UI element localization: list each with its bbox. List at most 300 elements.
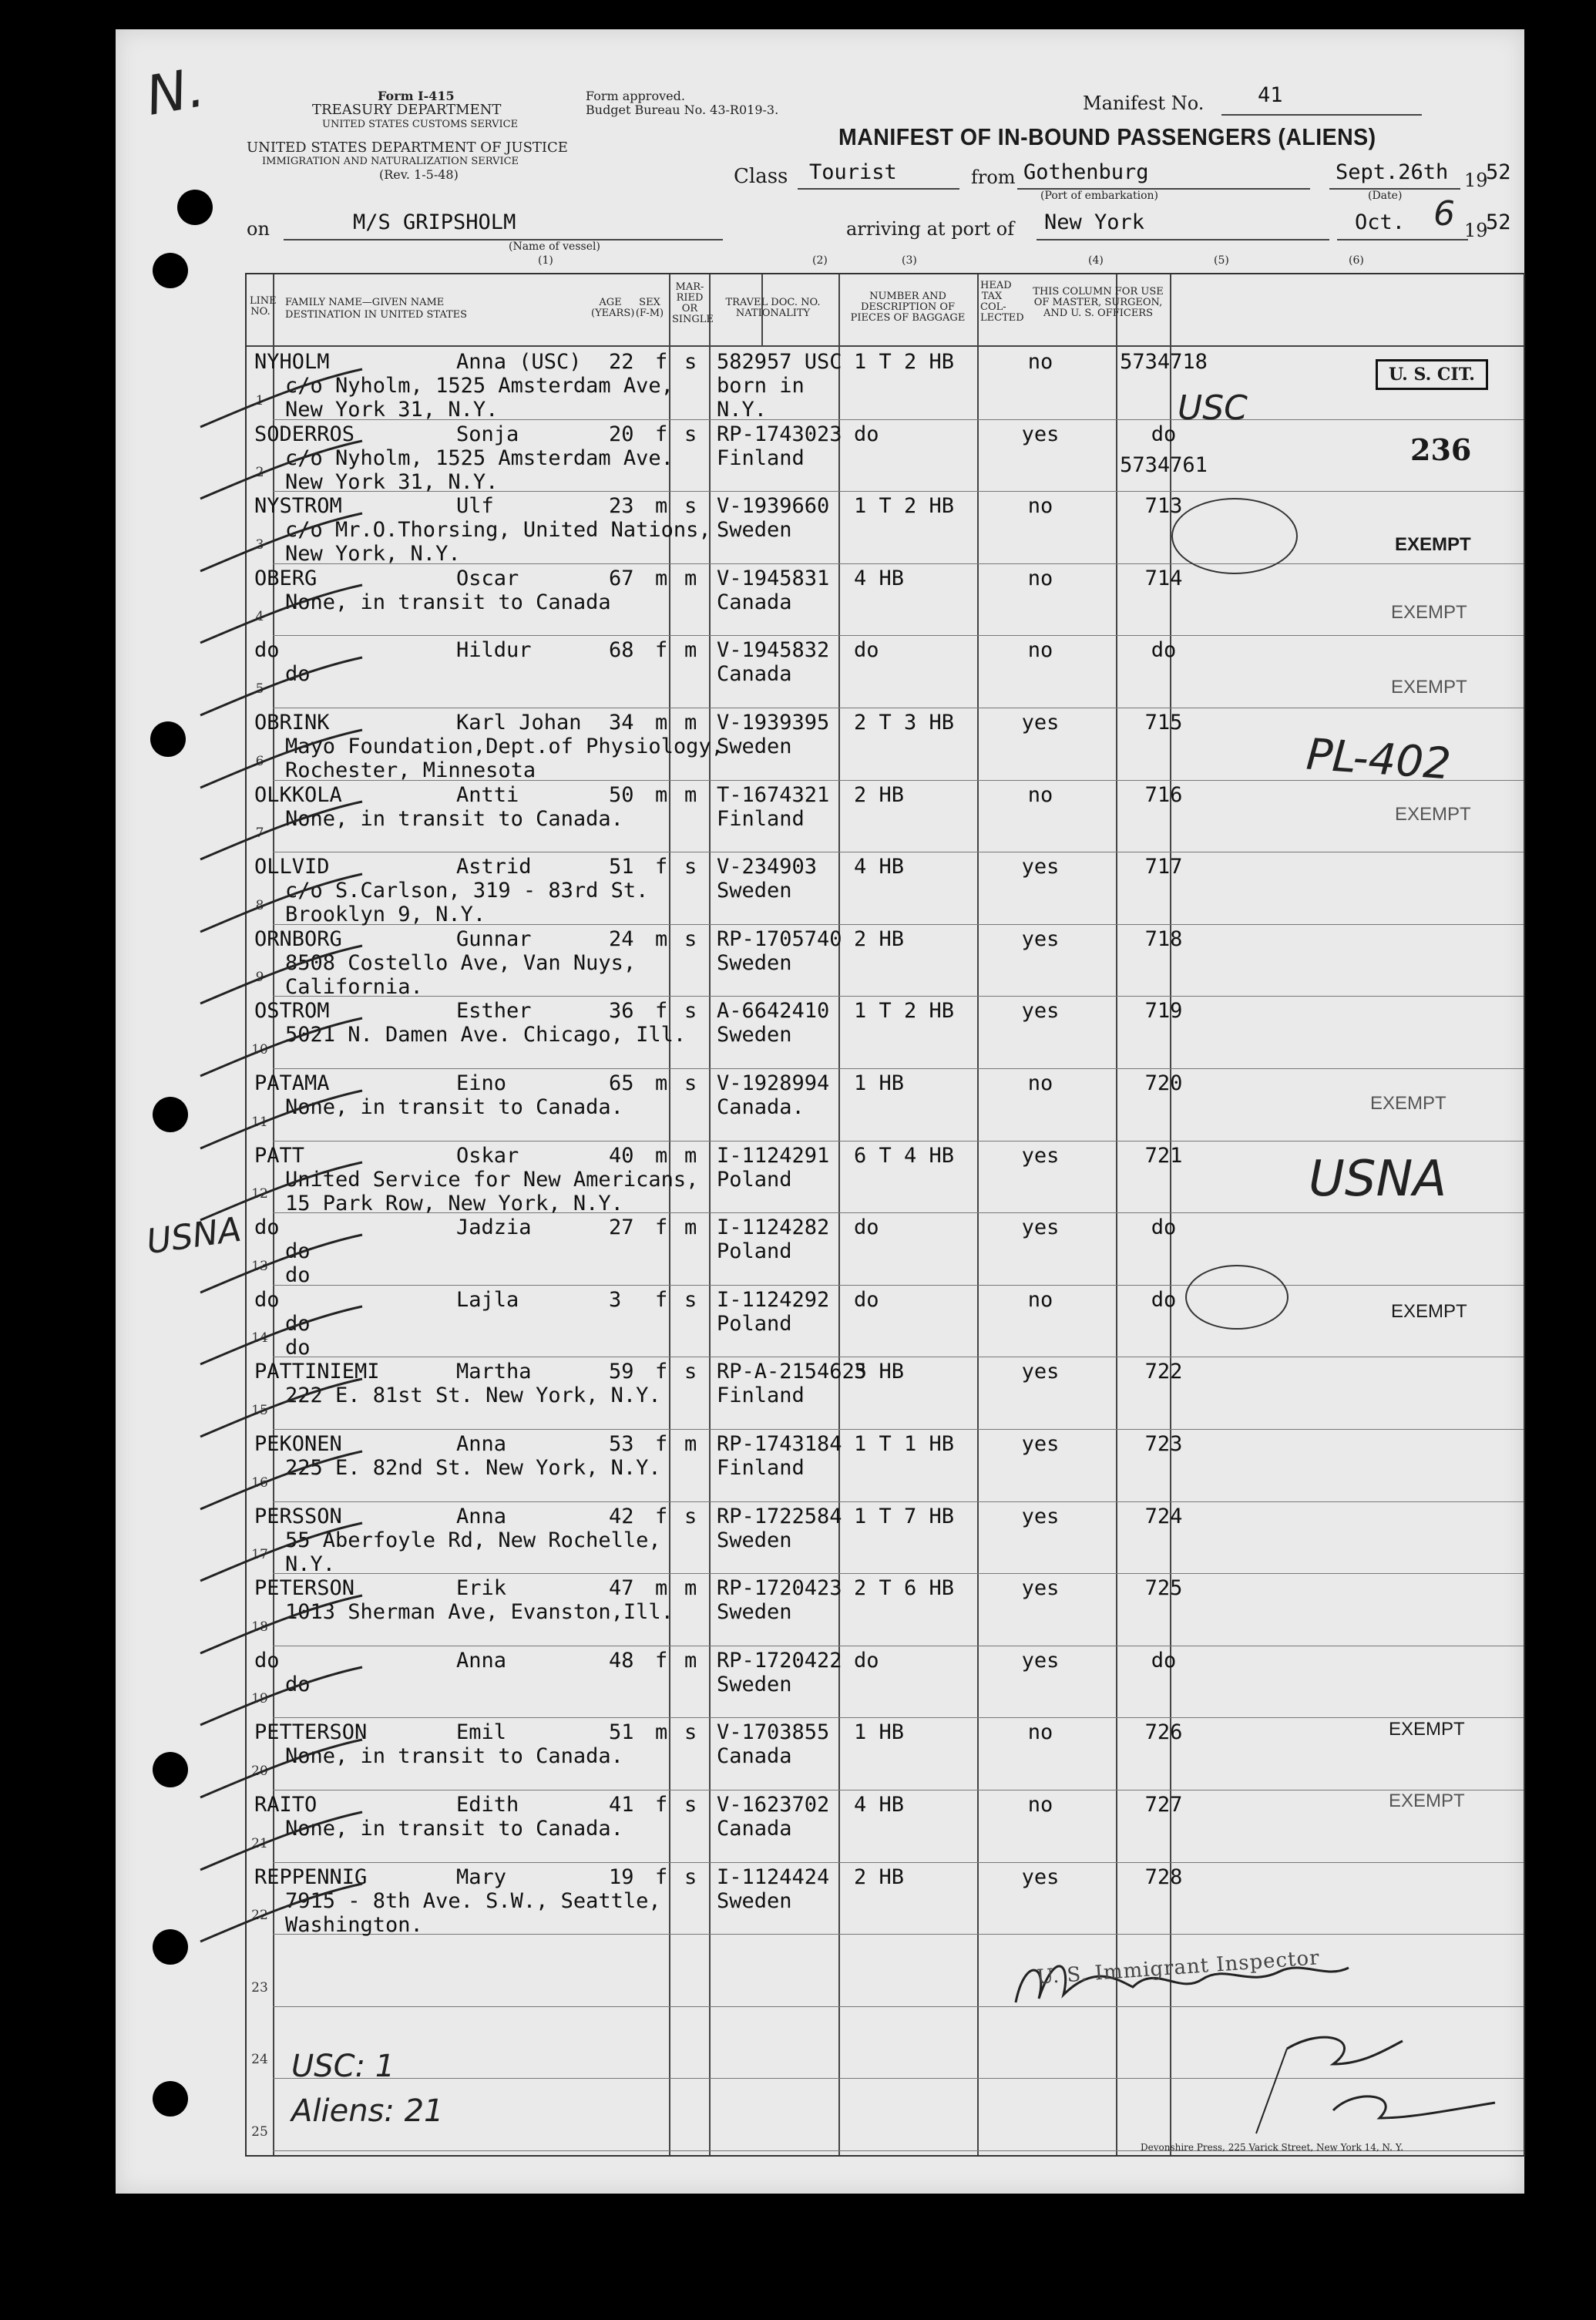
vessel-name: M/S GRIPSHOLM xyxy=(353,210,516,234)
officer-column: 723 xyxy=(1144,1432,1183,1456)
sex: f xyxy=(655,855,668,879)
given-name: Ulf xyxy=(456,494,494,519)
treasury-dept: TREASURY DEPARTMENT xyxy=(312,102,502,118)
line-number: 4 xyxy=(255,609,264,625)
age: 48 xyxy=(609,1648,634,1673)
destination-line1: 1013 Sherman Ave, Evanston,Ill. xyxy=(285,1600,674,1625)
travel-doc-number: I-1124291 xyxy=(717,1143,830,1168)
nationality: Finland xyxy=(717,1384,805,1408)
number-236: 236 xyxy=(1410,432,1472,467)
baggage: 2 HB xyxy=(854,782,905,807)
line-number: 1 xyxy=(255,392,264,409)
binder-hole xyxy=(153,253,188,288)
baggage: 6 T 4 HB xyxy=(854,1143,955,1168)
printer-credit: Devonshire Press, 225 Varick Street, New York 14, N. Y. xyxy=(1141,2142,1404,2153)
class-value: Tourist xyxy=(809,160,897,184)
baggage: 2 T 6 HB xyxy=(854,1576,955,1601)
age: 23 xyxy=(609,494,634,519)
exempt-stamp: EXEMPT xyxy=(1370,1093,1446,1114)
nationality: Poland xyxy=(717,1239,792,1264)
marital-status: s xyxy=(684,1071,697,1095)
line-number: 6 xyxy=(255,753,264,769)
nationality: Sweden xyxy=(717,1528,792,1552)
age: 40 xyxy=(609,1143,634,1168)
nationality: Sweden xyxy=(717,950,792,975)
given-name: Astrid xyxy=(456,855,532,879)
family-name: RAITO xyxy=(254,1793,318,1817)
destination-line1: 222 E. 81st St. New York, N.Y. xyxy=(285,1384,661,1408)
table-row xyxy=(247,924,1524,997)
given-name: Mary xyxy=(456,1864,507,1889)
nationality: Canada xyxy=(717,590,792,614)
marital-status: m xyxy=(684,1215,697,1240)
header-baggage: NUMBER AND DESCRIPTION OF PIECES OF BAGGAGE xyxy=(850,291,966,324)
head-tax: yes xyxy=(1021,422,1060,446)
marital-status: s xyxy=(684,1720,697,1745)
head-tax: no xyxy=(1027,494,1053,519)
age: 65 xyxy=(609,1071,634,1095)
family-name: do xyxy=(254,1215,280,1240)
family-name: NYSTROM xyxy=(254,494,342,519)
baggage: 1 T 1 HB xyxy=(854,1432,955,1456)
travel-doc-number: I-1124282 xyxy=(717,1215,830,1240)
marital-status: m xyxy=(684,711,697,735)
baggage: do xyxy=(854,422,879,446)
age: 51 xyxy=(609,1720,634,1745)
travel-doc-number: V-1939395 xyxy=(717,711,830,735)
marital-status: s xyxy=(684,1360,697,1384)
header-destination: DESTINATION IN UNITED STATES xyxy=(285,309,468,321)
nationality: Sweden xyxy=(717,1023,792,1047)
class-label: Class xyxy=(734,165,788,188)
marital-status: m xyxy=(684,782,697,807)
destination-line2: do xyxy=(285,1263,311,1288)
travel-doc-number: 582957 USC xyxy=(717,350,842,374)
binder-hole xyxy=(153,1752,188,1787)
nationality: born in xyxy=(717,374,805,398)
table-row xyxy=(247,1717,1524,1790)
age: 34 xyxy=(609,711,634,735)
travel-doc-number: I-1124424 xyxy=(717,1864,830,1889)
baggage: 4 HB xyxy=(854,566,905,590)
line-number: 12 xyxy=(251,1186,268,1202)
family-name: OLLVID xyxy=(254,855,330,879)
family-name: ORNBORG xyxy=(254,926,342,951)
line-number: 15 xyxy=(251,1402,268,1418)
line-number: 7 xyxy=(255,825,264,842)
head-tax: yes xyxy=(1021,1143,1060,1168)
destination-line2: New York 31, N.Y. xyxy=(285,398,499,422)
inspector-stamp: U. S. Immigrant Inspector xyxy=(1036,1946,1321,1989)
sex: m xyxy=(655,494,668,519)
destination-line1: do xyxy=(285,1672,311,1696)
sex: f xyxy=(655,1360,668,1384)
marital-status: s xyxy=(684,422,697,446)
officer-column: 728 xyxy=(1144,1864,1183,1889)
travel-doc-number: V-234903 xyxy=(717,855,818,879)
destination-line1: c/o Mr.O.Thorsing, United Nations, xyxy=(285,518,711,543)
age: 47 xyxy=(609,1576,634,1601)
sailing-year: 52 xyxy=(1486,160,1511,184)
binder-hole xyxy=(177,190,213,225)
family-name: do xyxy=(254,1648,280,1673)
head-tax: no xyxy=(1027,1793,1053,1817)
sex: f xyxy=(655,1287,668,1312)
officer-column: 720 xyxy=(1144,1071,1183,1095)
given-name: Emil xyxy=(456,1720,507,1745)
table-row xyxy=(247,1501,1524,1574)
line-number: 21 xyxy=(251,1835,268,1851)
binder-hole xyxy=(150,721,186,757)
header-name: FAMILY NAME—GIVEN NAME xyxy=(285,297,445,308)
officer-column: 727 xyxy=(1144,1793,1183,1817)
col-5-num: (5) xyxy=(1214,254,1229,267)
date-caption: (Date) xyxy=(1368,190,1403,202)
year-prefix: 19 xyxy=(1464,170,1488,191)
head-tax: yes xyxy=(1021,1504,1060,1528)
family-name: OSTROM xyxy=(254,999,330,1024)
officer-column: do xyxy=(1151,422,1177,446)
given-name: Martha xyxy=(456,1360,532,1384)
arrival-month: Oct. xyxy=(1355,210,1406,234)
destination-line2: New York, N.Y. xyxy=(285,542,461,567)
port-embark-caption: (Port of embarkation) xyxy=(1040,190,1158,202)
travel-doc-number: V-1945831 xyxy=(717,566,830,590)
marital-status: m xyxy=(684,638,697,663)
table-row xyxy=(247,1357,1524,1429)
destination-line1: 7915 - 8th Ave. S.W., Seattle, xyxy=(285,1888,661,1913)
binder-hole xyxy=(153,2081,188,2117)
line-number: 8 xyxy=(255,897,264,913)
age: 3 xyxy=(609,1287,622,1312)
line-number: 5 xyxy=(255,681,264,697)
header-age: AGE (YEARS) xyxy=(591,297,635,319)
destination-line1: None, in transit to Canada. xyxy=(285,1095,623,1119)
budget-bureau: Budget Bureau No. 43-R019-3. xyxy=(586,103,779,117)
baggage: 2 T 3 HB xyxy=(854,711,955,735)
given-name: Karl Johan xyxy=(456,711,582,735)
table-row xyxy=(247,852,1524,927)
nationality: Canada xyxy=(717,662,792,687)
sex: m xyxy=(655,1143,668,1168)
destination-line2: N.Y. xyxy=(285,1552,336,1576)
line-number: 25 xyxy=(251,2123,268,2140)
age: 41 xyxy=(609,1793,634,1817)
marital-status: m xyxy=(684,1648,697,1673)
given-name: Anna (USC) xyxy=(456,350,582,374)
age: 19 xyxy=(609,1864,634,1889)
family-name: OBERG xyxy=(254,566,318,590)
exempt-stamp: EXEMPT xyxy=(1395,534,1471,555)
line-number: 10 xyxy=(251,1041,268,1057)
line-number: 14 xyxy=(251,1330,268,1347)
nationality: Finland xyxy=(717,806,805,831)
head-tax: yes xyxy=(1021,711,1060,735)
head-tax: no xyxy=(1027,1720,1053,1745)
table-row xyxy=(247,419,1524,492)
travel-doc-number: T-1674321 xyxy=(717,782,830,807)
family-name: NYHOLM xyxy=(254,350,330,374)
officer-column: 722 xyxy=(1144,1360,1183,1384)
family-name: PATTINIEMI xyxy=(254,1360,380,1384)
head-tax: yes xyxy=(1021,1576,1060,1601)
marital-status: s xyxy=(684,494,697,519)
line-number: 3 xyxy=(255,536,264,553)
sex: f xyxy=(655,999,668,1024)
nationality: Finland xyxy=(717,1456,805,1480)
baggage: 2 HB xyxy=(854,926,905,951)
nationality: Sweden xyxy=(717,518,792,543)
head-tax: yes xyxy=(1021,1864,1060,1889)
us-cit-stamp: U. S. CIT. xyxy=(1376,359,1488,390)
table-row xyxy=(247,1573,1524,1646)
destination-line2: New York 31, N.Y. xyxy=(285,469,499,494)
family-name: PETTERSON xyxy=(254,1720,368,1745)
officer-column: do xyxy=(1151,1215,1177,1240)
exempt-stamp: EXEMPT xyxy=(1389,1790,1465,1811)
head-tax: yes xyxy=(1021,1648,1060,1673)
family-name: OBRINK xyxy=(254,711,330,735)
col-6-num: (6) xyxy=(1349,254,1364,267)
usna-note: USNA xyxy=(1309,1151,1447,1208)
totals-usc: USC: 1 xyxy=(291,2049,395,2084)
arrival-day: 6 xyxy=(1433,194,1455,234)
line-number: 11 xyxy=(251,1114,268,1130)
binder-hole xyxy=(153,1097,188,1132)
marital-status: m xyxy=(684,1432,697,1456)
officer-column: do xyxy=(1151,638,1177,663)
customs-service: UNITED STATES CUSTOMS SERVICE xyxy=(322,119,519,130)
destination-line1: 8508 Costello Ave, Van Nuys, xyxy=(285,950,637,975)
arrival-year: 52 xyxy=(1486,210,1511,234)
destination-line1: None, in transit to Canada xyxy=(285,590,611,614)
travel-doc-number: RP-A-2154625 xyxy=(717,1360,868,1384)
given-name: Jadzia xyxy=(456,1215,532,1240)
given-name: Eino xyxy=(456,1071,507,1095)
exempt-stamp: EXEMPT xyxy=(1395,804,1471,825)
age: 20 xyxy=(609,422,634,446)
destination-line2: do xyxy=(285,1335,311,1360)
destination-line2: Washington. xyxy=(285,1912,423,1937)
line-number: 19 xyxy=(251,1691,268,1707)
destination-line1: do xyxy=(285,1311,311,1336)
baggage: do xyxy=(854,1287,879,1312)
table-row xyxy=(247,347,1524,422)
table-row xyxy=(247,1285,1524,1360)
arrival-year-prefix: 19 xyxy=(1464,220,1488,241)
arrival-port: New York xyxy=(1044,210,1145,234)
destination-line1: do xyxy=(285,1239,311,1264)
table-row xyxy=(247,563,1524,636)
destination-line1: None, in transit to Canada. xyxy=(285,1744,623,1769)
travel-doc-number: V-1928994 xyxy=(717,1071,830,1095)
travel-doc-number: RP-1722584 xyxy=(717,1504,842,1528)
binder-hole xyxy=(153,1929,188,1965)
baggage: 1 T 7 HB xyxy=(854,1504,955,1528)
officer-column: do xyxy=(1151,1648,1177,1673)
line-number: 20 xyxy=(251,1763,268,1779)
head-tax: no xyxy=(1027,1071,1053,1095)
col-3-num: (3) xyxy=(902,254,917,267)
baggage: do xyxy=(854,1648,879,1673)
manifest-page xyxy=(116,29,1524,2194)
nationality-line2: N.Y. xyxy=(717,398,768,422)
family-name: SODERROS xyxy=(254,422,355,446)
table-row xyxy=(247,1646,1524,1718)
sex: m xyxy=(655,782,668,807)
officer-column: 721 xyxy=(1144,1143,1183,1168)
marital-status: s xyxy=(684,1287,697,1312)
baggage: 4 HB xyxy=(854,855,905,879)
marital-status: s xyxy=(684,1864,697,1889)
family-name: do xyxy=(254,638,280,663)
sex: m xyxy=(655,1720,668,1745)
age: 68 xyxy=(609,638,634,663)
sex: m xyxy=(655,1576,668,1601)
officer-column: do xyxy=(1151,1287,1177,1312)
officer-column: 717 xyxy=(1144,855,1183,879)
table-row xyxy=(247,1429,1524,1501)
destination-line2: Brooklyn 9, N.Y. xyxy=(285,903,486,927)
destination-line1: None, in transit to Canada. xyxy=(285,1817,623,1841)
header-head-tax: HEAD TAX COL-LECTED xyxy=(980,280,1024,324)
nationality: Canada xyxy=(717,1817,792,1841)
table-row xyxy=(247,996,1524,1068)
marital-status: m xyxy=(684,566,697,590)
marital-status: m xyxy=(684,1576,697,1601)
age: 51 xyxy=(609,855,634,879)
marital-status: s xyxy=(684,1793,697,1817)
given-name: Antti xyxy=(456,782,519,807)
totals-aliens: Aliens: 21 xyxy=(291,2093,444,2129)
destination-line1: None, in transit to Canada. xyxy=(285,806,623,831)
given-name: Oskar xyxy=(456,1143,519,1168)
head-tax: yes xyxy=(1021,1432,1060,1456)
family-name: PATT xyxy=(254,1143,305,1168)
baggage: 4 HB xyxy=(854,1793,905,1817)
passenger-table xyxy=(245,273,1525,2157)
travel-doc-number: RP-1720422 xyxy=(717,1648,842,1673)
officer-column: 718 xyxy=(1144,926,1183,951)
officer-column: 714 xyxy=(1144,566,1183,590)
head-tax: no xyxy=(1027,566,1053,590)
age: 27 xyxy=(609,1215,634,1240)
sex: f xyxy=(655,1864,668,1889)
destination-line2: Rochester, Minnesota xyxy=(285,758,536,782)
age: 67 xyxy=(609,566,634,590)
header-line-no: LINE NO. xyxy=(250,295,277,318)
given-name: Anna xyxy=(456,1504,507,1528)
head-tax: yes xyxy=(1021,855,1060,879)
baggage: do xyxy=(854,1215,879,1240)
sex: f xyxy=(655,1504,668,1528)
given-name: Gunnar xyxy=(456,926,532,951)
immigration-service: IMMIGRATION AND NATURALIZATION SERVICE xyxy=(262,156,519,167)
family-name: OLKKOLA xyxy=(254,782,342,807)
head-tax: no xyxy=(1027,1287,1053,1312)
exempt-stamp: EXEMPT xyxy=(1389,1719,1465,1740)
destination-line1: 5021 N. Damen Ave. Chicago, Ill. xyxy=(285,1023,687,1047)
officer-column-line2: 5734761 xyxy=(1120,452,1208,477)
family-name: do xyxy=(254,1287,280,1312)
line-number: 2 xyxy=(255,465,264,481)
officer-column: 5734718 xyxy=(1120,350,1208,374)
nationality: Canada. xyxy=(717,1095,805,1119)
header-married: MAR-RIED OR SINGLE xyxy=(672,281,714,325)
given-name: Sonja xyxy=(456,422,519,446)
manifest-number: 41 xyxy=(1258,83,1283,107)
form-approved: Form approved. xyxy=(586,89,685,103)
baggage: 1 T 2 HB xyxy=(854,350,955,374)
travel-doc-number: RP-1720423 xyxy=(717,1576,842,1601)
given-name: Erik xyxy=(456,1576,507,1601)
nationality: Finland xyxy=(717,446,805,470)
table-row xyxy=(247,780,1524,852)
line-number: 9 xyxy=(255,970,264,986)
exempt-stamp: EXEMPT xyxy=(1391,602,1467,623)
baggage: 1 T 2 HB xyxy=(854,999,955,1024)
exempt-stamp: EXEMPT xyxy=(1391,677,1467,698)
age: 22 xyxy=(609,350,634,374)
marital-status: s xyxy=(684,926,697,951)
exempt-stamp: EXEMPT xyxy=(1391,1301,1467,1322)
sex: f xyxy=(655,422,668,446)
given-name: Esther xyxy=(456,999,532,1024)
sex: f xyxy=(655,350,668,374)
destination-line1: United Service for New Americans, xyxy=(285,1167,699,1192)
manifest-label: Manifest No. xyxy=(1083,92,1205,114)
line-number: 23 xyxy=(251,1979,268,1996)
table-row xyxy=(247,491,1524,567)
header-officers: THIS COLUMN FOR USE OF MASTER, SURGEON, AND U. S. OFFICERS xyxy=(1033,286,1164,319)
baggage: 1 HB xyxy=(854,1071,905,1095)
line-number: 17 xyxy=(251,1547,268,1563)
usna-margin-note: USNA xyxy=(144,1209,244,1263)
sailing-date: Sept.26th xyxy=(1336,160,1449,184)
sex: f xyxy=(655,1793,668,1817)
family-name: PETERSON xyxy=(254,1576,355,1601)
table-row xyxy=(247,1068,1524,1141)
head-tax: no xyxy=(1027,782,1053,807)
destination-line1: c/o Nyholm, 1525 Amsterdam Ave, xyxy=(285,374,674,398)
officer-column: 724 xyxy=(1144,1504,1183,1528)
destination-line1: 55 Aberfoyle Rd, New Rochelle, xyxy=(285,1528,661,1552)
line-number: 13 xyxy=(251,1258,268,1274)
nationality: Sweden xyxy=(717,879,792,903)
family-name: PERSSON xyxy=(254,1504,342,1528)
destination-line1: Mayo Foundation,Dept.of Physiology, xyxy=(285,735,724,758)
sex: m xyxy=(655,926,668,951)
sex: m xyxy=(655,1071,668,1095)
sex: f xyxy=(655,1432,668,1456)
arriving-label: arriving at port of xyxy=(846,218,1015,240)
baggage: 1 HB xyxy=(854,1720,905,1745)
manifest-title: MANIFEST OF IN-BOUND PASSENGERS (ALIENS) xyxy=(838,123,1376,150)
given-name: Hildur xyxy=(456,638,532,663)
head-tax: yes xyxy=(1021,1360,1060,1384)
officer-column: 726 xyxy=(1144,1720,1183,1745)
sex: f xyxy=(655,638,668,663)
age: 53 xyxy=(609,1432,634,1456)
header-travel-doc: TRAVEL DOC. NO. NATIONALITY xyxy=(725,297,821,319)
from-value: Gothenburg xyxy=(1023,160,1149,184)
given-name: Oscar xyxy=(456,566,519,590)
destination-line2: California. xyxy=(285,974,423,999)
sex: m xyxy=(655,711,668,735)
revision: (Rev. 1-5-48) xyxy=(379,167,459,182)
nationality: Poland xyxy=(717,1311,792,1336)
line-number: 22 xyxy=(251,1908,268,1924)
